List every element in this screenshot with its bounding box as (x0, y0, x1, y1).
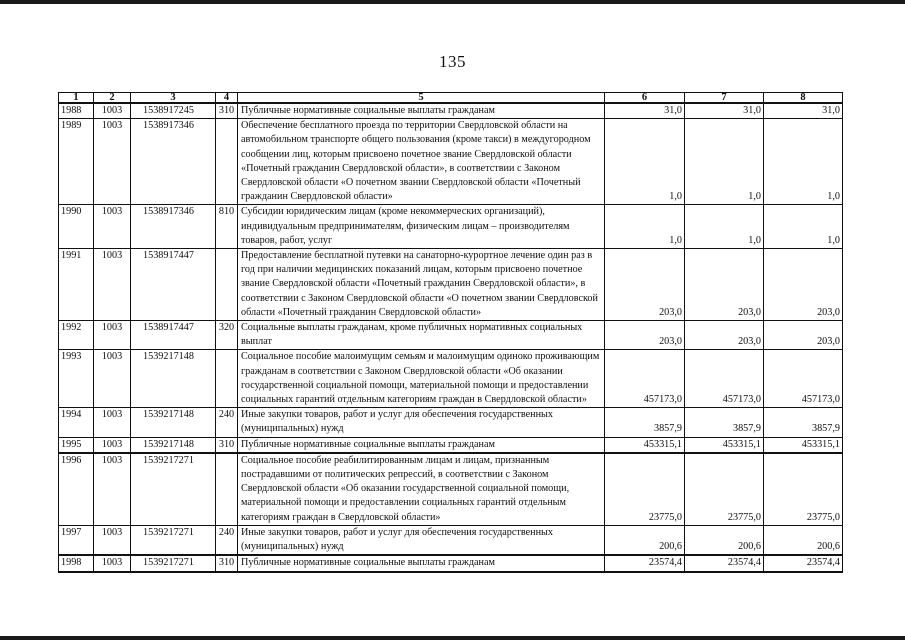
target-article-code: 1539217148 (131, 408, 216, 437)
scan-top-edge (0, 0, 905, 4)
target-article-code: 1539217271 (131, 555, 216, 571)
table-row (59, 321, 843, 350)
section-code: 1003 (94, 321, 131, 350)
budget-table (58, 92, 843, 573)
description: Социальное пособие реабилитированным лицам и лицам, признанным пострадавшими от политических репрессий, в соответствии с Законом Свердловской области «Об оказании государственной социальной помощи, материальной помощи и предоставлении социальных гарантий отдельным категориям граждан в Свердловской области» (238, 453, 605, 526)
section-code: 1003 (94, 453, 131, 526)
table-row (59, 408, 843, 437)
table-row (59, 555, 843, 571)
row-number: 1992 (59, 321, 94, 350)
description: Социальное пособие малоимущим семьям и малоимущим одиноко проживающим гражданам в соответствии с Законом Свердловской области «Об оказании государственной социальной помощи, материальной помощи и предоставлении социальных гарантий отдельным категориям граждан в Свердловской области» (238, 350, 605, 408)
column-header: 3 (131, 93, 216, 104)
row-number: 1993 (59, 350, 94, 408)
target-article-code: 1538917245 (131, 103, 216, 119)
table-row (59, 453, 843, 526)
amount-col7: 3857,9 (685, 408, 764, 437)
amount-col6: 203,0 (605, 249, 685, 321)
description: Публичные нормативные социальные выплаты гражданам (238, 103, 605, 119)
target-article-code: 1538917346 (131, 205, 216, 249)
target-article-code: 1538917447 (131, 321, 216, 350)
section-code: 1003 (94, 408, 131, 437)
amount-col6: 1,0 (605, 119, 685, 205)
section-code: 1003 (94, 555, 131, 571)
target-article-code: 1539217271 (131, 453, 216, 526)
amount-col7: 31,0 (685, 103, 764, 119)
page-number: 135 (439, 52, 466, 71)
amount-col6: 23574,4 (605, 555, 685, 571)
description: Субсидии юридическим лицам (кроме некоммерческих организаций), индивидуальным предпринимателям, физическим лицам – производителям товаров, работ, услуг (238, 205, 605, 249)
target-article-code: 1538917346 (131, 119, 216, 205)
description: Иные закупки товаров, работ и услуг для обеспечения государственных (муниципальных) нужд (238, 525, 605, 555)
target-article-code: 1539217148 (131, 350, 216, 408)
amount-col6: 203,0 (605, 321, 685, 350)
amount-col6: 31,0 (605, 103, 685, 119)
amount-col8: 23775,0 (764, 453, 843, 526)
table-header-row (59, 93, 843, 104)
description: Публичные нормативные социальные выплаты гражданам (238, 555, 605, 571)
expense-type-code (216, 249, 238, 321)
amount-col7: 23574,4 (685, 555, 764, 571)
description: Предоставление бесплатной путевки на санаторно-курортное лечение один раз в год при наличии медицинских показаний лицам, которым присвоено почетное звание Свердловской области «Почетный гражданин Свердловской области», в соответствии с Законом Свердловской области «О почетном звании Свердловской области «Почетный гражданин Свердловской области» (238, 249, 605, 321)
table-row (59, 525, 843, 555)
section-code: 1003 (94, 437, 131, 453)
column-header: 1 (59, 93, 94, 104)
section-code: 1003 (94, 205, 131, 249)
expense-type-code (216, 453, 238, 526)
expense-type-code: 810 (216, 205, 238, 249)
scan-bottom-edge (0, 636, 905, 640)
amount-col7: 453315,1 (685, 437, 764, 453)
section-code: 1003 (94, 525, 131, 555)
amount-col7: 457173,0 (685, 350, 764, 408)
table-row (59, 437, 843, 453)
row-number: 1995 (59, 437, 94, 453)
description: Социальные выплаты гражданам, кроме публичных нормативных социальных выплат (238, 321, 605, 350)
expense-type-code: 310 (216, 555, 238, 571)
amount-col6: 3857,9 (605, 408, 685, 437)
column-header: 6 (605, 93, 685, 104)
amount-col6: 200,6 (605, 525, 685, 555)
amount-col8: 23574,4 (764, 555, 843, 571)
table-row (59, 249, 843, 321)
row-number: 1988 (59, 103, 94, 119)
amount-col7: 203,0 (685, 321, 764, 350)
column-header: 5 (238, 93, 605, 104)
expense-type-code (216, 119, 238, 205)
amount-col8: 31,0 (764, 103, 843, 119)
row-number: 1989 (59, 119, 94, 205)
amount-col7: 1,0 (685, 119, 764, 205)
amount-col7: 1,0 (685, 205, 764, 249)
amount-col8: 203,0 (764, 249, 843, 321)
table-row (59, 350, 843, 408)
column-header: 8 (764, 93, 843, 104)
amount-col7: 200,6 (685, 525, 764, 555)
amount-col7: 203,0 (685, 249, 764, 321)
amount-col8: 203,0 (764, 321, 843, 350)
row-number: 1998 (59, 555, 94, 571)
section-code: 1003 (94, 350, 131, 408)
amount-col8: 1,0 (764, 119, 843, 205)
target-article-code: 1539217271 (131, 525, 216, 555)
table-row (59, 103, 843, 119)
column-header: 2 (94, 93, 131, 104)
amount-col6: 453315,1 (605, 437, 685, 453)
amount-col8: 1,0 (764, 205, 843, 249)
description: Иные закупки товаров, работ и услуг для обеспечения государственных (муниципальных) нужд (238, 408, 605, 437)
amount-col8: 3857,9 (764, 408, 843, 437)
expense-type-code: 240 (216, 408, 238, 437)
row-number: 1994 (59, 408, 94, 437)
column-header: 4 (216, 93, 238, 104)
description: Обеспечение бесплатного проезда по территории Свердловской области на автомобильном транспорте общего пользования (кроме такси) в междугородном сообщении лиц, которым присвоено почетное звание Свердловской области «Почетный гражданин Свердловской области», в соответствии с Законом Свердловской области «О почетном звании Свердловской области «Почетный гражданин Свердловской области» (238, 119, 605, 205)
description: Публичные нормативные социальные выплаты гражданам (238, 437, 605, 453)
amount-col7: 23775,0 (685, 453, 764, 526)
amount-col6: 23775,0 (605, 453, 685, 526)
amount-col6: 1,0 (605, 205, 685, 249)
target-article-code: 1538917447 (131, 249, 216, 321)
section-code: 1003 (94, 249, 131, 321)
expense-type-code: 310 (216, 103, 238, 119)
section-code: 1003 (94, 119, 131, 205)
row-number: 1996 (59, 453, 94, 526)
column-header: 7 (685, 93, 764, 104)
amount-col6: 457173,0 (605, 350, 685, 408)
table-row (59, 119, 843, 205)
section-code: 1003 (94, 103, 131, 119)
target-article-code: 1539217148 (131, 437, 216, 453)
expense-type-code: 310 (216, 437, 238, 453)
table-row (59, 205, 843, 249)
expense-type-code: 320 (216, 321, 238, 350)
expense-type-code: 240 (216, 525, 238, 555)
row-number: 1990 (59, 205, 94, 249)
row-number: 1991 (59, 249, 94, 321)
row-number: 1997 (59, 525, 94, 555)
amount-col8: 457173,0 (764, 350, 843, 408)
expense-type-code (216, 350, 238, 408)
amount-col8: 200,6 (764, 525, 843, 555)
amount-col8: 453315,1 (764, 437, 843, 453)
